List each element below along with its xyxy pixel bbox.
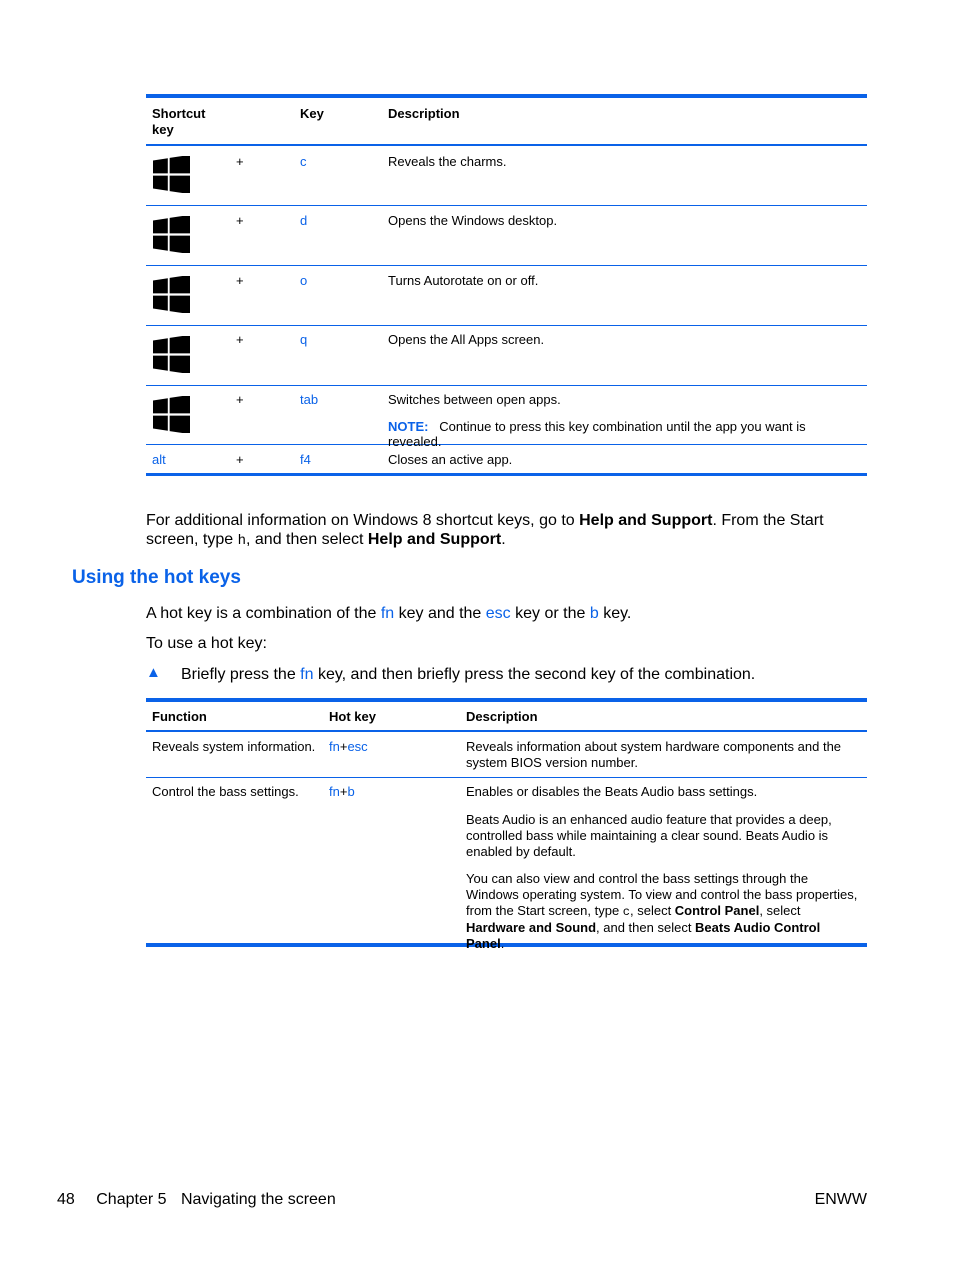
plus-sign: + xyxy=(236,154,244,169)
table-row xyxy=(146,445,867,473)
shortcut-table-header xyxy=(146,98,867,146)
plus-sign: + xyxy=(236,273,244,288)
typed-text-h: h xyxy=(237,533,247,549)
shortcut-table xyxy=(146,94,867,476)
desc-text: , select xyxy=(759,903,801,918)
table-row xyxy=(146,778,867,951)
header-key: Key xyxy=(300,106,324,121)
row-description: Opens the All Apps screen. xyxy=(388,332,545,347)
windows-logo-icon xyxy=(153,276,190,313)
typed-text-c: c xyxy=(622,905,630,919)
plus-sign: + xyxy=(236,332,244,347)
windows-logo-icon xyxy=(153,336,190,373)
desc-text: , and then select xyxy=(596,920,696,935)
control-panel-term: Control Panel xyxy=(674,903,760,918)
info-text: For additional information on Windows 8 shortcut keys, go to xyxy=(146,512,580,529)
intro-text: key. xyxy=(598,605,632,622)
hotkey-cell xyxy=(329,739,368,755)
footer-enww: ENWW xyxy=(814,1191,867,1208)
info-text: , and then select xyxy=(246,531,368,548)
table-row xyxy=(146,732,867,778)
key-d: d xyxy=(300,213,308,228)
intro-text: A hot key is a combination of the xyxy=(146,605,381,622)
table-row xyxy=(146,386,867,449)
to-use-label: To use a hot key: xyxy=(146,635,267,652)
table-row xyxy=(146,146,867,206)
key-fn: fn xyxy=(329,784,340,799)
description-cell: Reveals information about system hardware components and the system BIOS version number. xyxy=(466,739,842,770)
key-fn: fn xyxy=(380,605,395,622)
plus-sign: + xyxy=(236,392,244,407)
hotkey-intro xyxy=(146,604,866,623)
page-number: 48 xyxy=(57,1191,75,1208)
row-description: Opens the Windows desktop. xyxy=(388,213,558,228)
table-row xyxy=(146,206,867,266)
plus-sign: + xyxy=(339,739,348,754)
chapter-label: Chapter 5 xyxy=(96,1191,167,1208)
header-function: Function xyxy=(152,709,207,724)
windows-logo-icon xyxy=(153,216,190,253)
intro-text: key or the xyxy=(510,605,590,622)
info-text: . From the Start screen, type xyxy=(146,512,824,548)
header-shortcut-key: Shortcut key xyxy=(152,106,206,137)
function-cell: Reveals system information. xyxy=(152,739,316,754)
row-description: Reveals the charms. xyxy=(388,154,507,169)
key-f4: f4 xyxy=(300,452,311,467)
desc-text: , select xyxy=(630,903,675,918)
description-paragraph-1: Enables or disables the Beats Audio bass settings. xyxy=(466,784,758,799)
table-row xyxy=(146,266,867,326)
hardware-and-sound-term: Hardware and Sound xyxy=(466,920,597,935)
key-tab: tab xyxy=(300,392,319,407)
row-description: Switches between open apps. xyxy=(388,392,561,407)
description-paragraph-2: Beats Audio is an enhanced audio feature that provides a deep, controlled bass while maintaining a clear sound. Beats Audio is enabled by default. xyxy=(466,812,832,859)
hotkey-table xyxy=(146,698,867,951)
header-hot-key: Hot key xyxy=(329,709,376,724)
key-alt: alt xyxy=(152,452,166,467)
desc-text: . xyxy=(500,936,505,951)
beats-audio-control-panel-term: Beats Audio Control Panel xyxy=(466,920,821,951)
key-c: c xyxy=(300,154,307,169)
page-footer xyxy=(57,1191,867,1209)
step-marker-icon: ▲ xyxy=(146,664,161,681)
key-q: q xyxy=(300,332,308,347)
header-description: Description xyxy=(466,709,538,724)
key-b: b xyxy=(589,605,599,622)
description-paragraph-3 xyxy=(466,871,859,952)
intro-text: key and the xyxy=(394,605,486,622)
note-label: NOTE: xyxy=(388,419,429,434)
key-b: b xyxy=(347,784,355,799)
table-row xyxy=(146,326,867,386)
plus-sign: + xyxy=(236,452,244,467)
header-description: Description xyxy=(388,106,460,121)
hotkey-table-header xyxy=(146,702,867,732)
step-text-part: Briefly press the xyxy=(181,666,301,683)
function-cell: Control the bass settings. xyxy=(152,784,299,799)
chapter-title: Navigating the screen xyxy=(180,1191,336,1208)
info-paragraph xyxy=(146,511,866,551)
key-fn: fn xyxy=(300,666,314,683)
info-text: . xyxy=(501,531,506,548)
note-text: Continue to press this key combination until the app you want is revealed. xyxy=(388,419,806,449)
key-esc: esc xyxy=(347,739,368,754)
help-and-support-term: Help and Support xyxy=(367,531,502,548)
hotkey-cell xyxy=(329,784,355,800)
section-title: Using the hot keys xyxy=(72,567,241,588)
windows-logo-icon xyxy=(153,156,190,193)
step-text xyxy=(181,665,871,684)
step-text-part: key, and then briefly press the second key of the combination. xyxy=(313,666,756,683)
plus-sign: + xyxy=(236,213,244,228)
key-fn: fn xyxy=(329,739,340,754)
row-description: Turns Autorotate on or off. xyxy=(388,273,539,288)
help-and-support-term: Help and Support xyxy=(579,512,713,529)
key-o: o xyxy=(300,273,308,288)
desc-text: You can also view and control the bass settings through the Windows operating system. To view and control the bass properties, from the Start screen, type xyxy=(466,871,858,918)
plus-sign: + xyxy=(339,784,348,799)
key-esc: esc xyxy=(485,605,511,622)
windows-logo-icon xyxy=(153,396,190,433)
row-description: Closes an active app. xyxy=(388,452,513,467)
